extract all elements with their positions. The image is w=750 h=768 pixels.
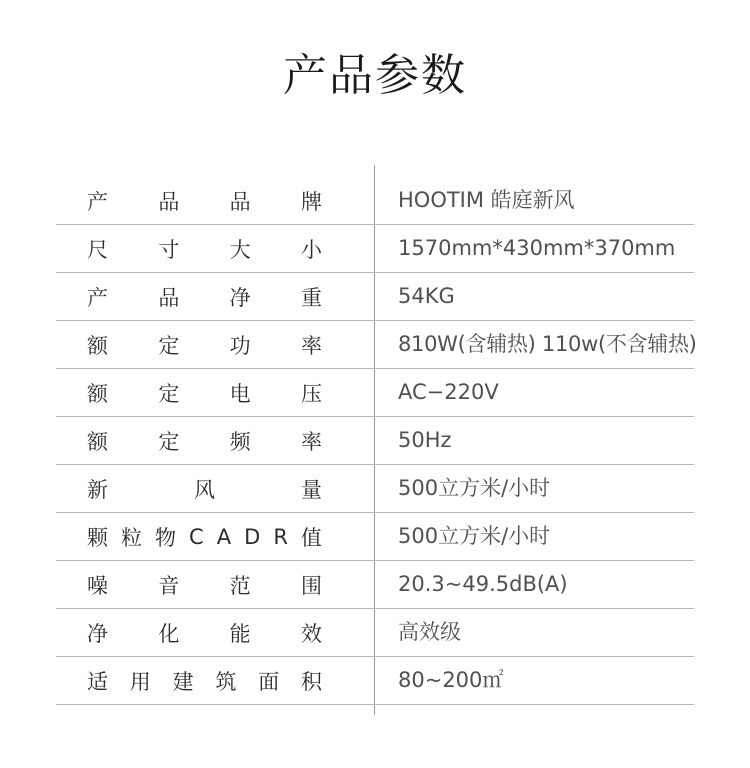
spec-value: 50Hz	[398, 428, 452, 452]
spec-label-char: 粒	[121, 525, 143, 550]
spec-row	[56, 513, 694, 561]
spec-value: 80~200㎡	[398, 668, 504, 692]
spec-label-char: 重	[300, 285, 322, 310]
spec-label-char: 定	[158, 333, 180, 358]
spec-label-char: 压	[300, 381, 322, 406]
page-title: 产品参数	[283, 50, 467, 101]
spec-label-char: 牌	[300, 189, 322, 214]
spec-row	[56, 225, 694, 273]
spec-label-char: 产	[87, 189, 108, 214]
spec-label-char: 额	[87, 429, 108, 454]
spec-label-char: 效	[300, 621, 322, 646]
spec-table	[56, 177, 697, 705]
spec-label-char: 量	[301, 477, 322, 502]
spec-label	[87, 369, 322, 416]
spec-label	[87, 657, 322, 704]
spec-label	[87, 513, 322, 560]
spec-label	[87, 177, 322, 224]
spec-value: 500立方米/小时	[398, 524, 551, 548]
spec-label-char: 电	[229, 381, 251, 406]
spec-label-char: 产	[87, 285, 108, 310]
spec-label	[87, 609, 322, 656]
spec-row	[56, 657, 694, 705]
spec-label-char: 音	[158, 573, 180, 598]
spec-label-char: 频	[229, 429, 251, 454]
spec-label-char: 额	[87, 333, 108, 358]
spec-label	[87, 321, 322, 368]
spec-label-char: 噪	[87, 573, 108, 598]
spec-row	[56, 369, 694, 417]
spec-value: 高效级	[398, 620, 461, 644]
spec-row	[56, 321, 697, 369]
spec-label-char: 物	[155, 525, 177, 550]
spec-label-char: 面	[258, 669, 280, 694]
spec-label-char: R	[273, 524, 288, 549]
spec-label-char: 值	[300, 525, 322, 550]
spec-label-char: 率	[300, 333, 322, 358]
spec-label-char: 新	[87, 477, 108, 502]
spec-row	[56, 465, 694, 513]
spec-label-char: 寸	[158, 237, 180, 262]
spec-row	[56, 177, 694, 225]
spec-label-char: 品	[229, 189, 251, 214]
spec-label-char: 额	[87, 381, 108, 406]
spec-label-char: 大	[229, 237, 251, 262]
spec-value: HOOTIM 皓庭新风	[398, 188, 575, 212]
spec-label-char: 筑	[215, 669, 237, 694]
spec-value: 54KG	[398, 284, 455, 308]
spec-label-char: 尺	[87, 237, 108, 262]
spec-label-char: 范	[229, 573, 251, 598]
spec-label-char: C	[189, 524, 204, 549]
spec-label-char: A	[216, 524, 232, 549]
spec-label-char: 净	[87, 621, 108, 646]
spec-label-char: 能	[229, 621, 251, 646]
spec-label-char: 率	[300, 429, 322, 454]
spec-value: 1570mm*430mm*370mm	[398, 236, 676, 260]
spec-row	[56, 561, 694, 609]
spec-label-char: 用	[129, 669, 151, 694]
spec-value: 810W(含辅热) 110w(不含辅热)	[398, 332, 697, 356]
spec-label	[87, 417, 322, 464]
spec-label-char: 品	[158, 189, 180, 214]
spec-label	[87, 465, 322, 512]
spec-label-char: 定	[158, 381, 180, 406]
spec-label	[87, 225, 322, 272]
spec-label-char: 功	[229, 333, 251, 358]
spec-label-char: 风	[194, 477, 215, 502]
spec-label-char: 围	[300, 573, 322, 598]
spec-label-char: 建	[172, 669, 194, 694]
spec-value: 20.3~49.5dB(A)	[398, 572, 568, 596]
spec-label-char: 化	[158, 621, 180, 646]
spec-label-char: D	[244, 524, 261, 549]
spec-row	[56, 273, 694, 321]
spec-label-char: 品	[158, 285, 180, 310]
spec-value: AC−220V	[398, 380, 499, 404]
spec-label-char: 颗	[87, 525, 108, 550]
spec-row	[56, 609, 694, 657]
spec-value: 500立方米/小时	[398, 476, 551, 500]
spec-label	[87, 561, 322, 608]
spec-label-char: 小	[300, 237, 322, 262]
spec-label	[87, 273, 322, 320]
spec-label-char: 定	[158, 429, 180, 454]
spec-row	[56, 417, 694, 465]
spec-label-char: 净	[229, 285, 251, 310]
spec-label-char: 积	[300, 669, 322, 694]
spec-label-char: 适	[87, 669, 108, 694]
